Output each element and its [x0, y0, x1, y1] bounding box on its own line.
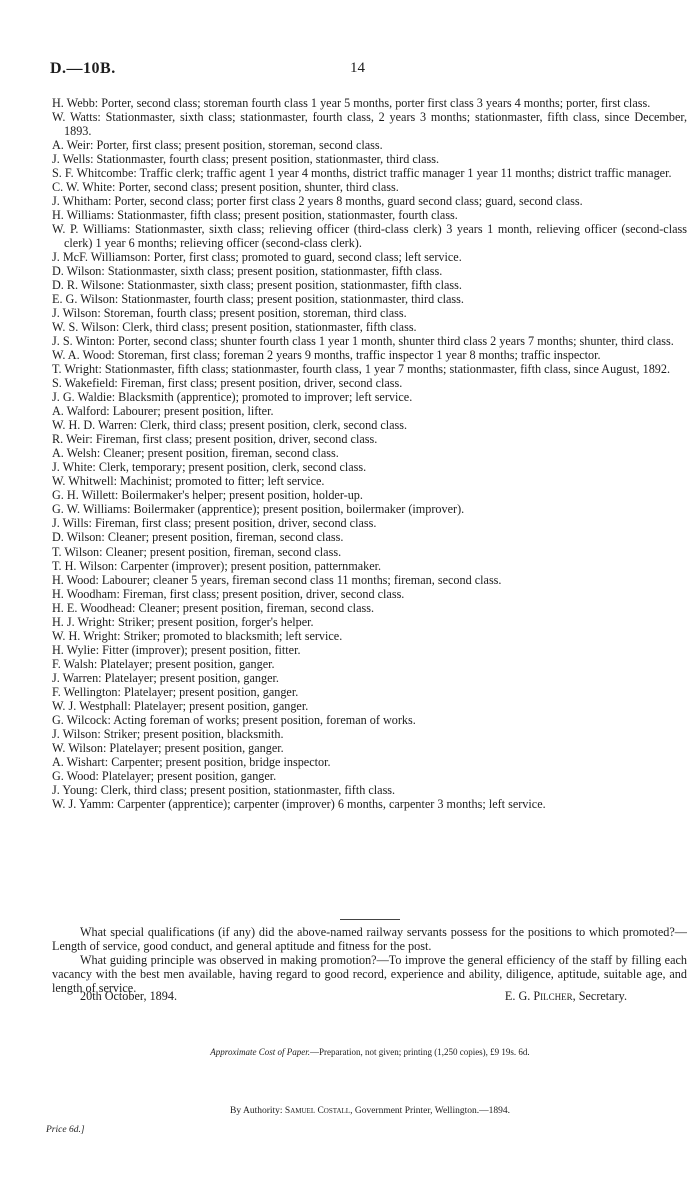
authority-prefix: By Authority:: [230, 1106, 283, 1116]
section-divider: [340, 919, 400, 920]
qualifications-paragraph: What special qualifications (if any) did the above-named railway servants possess for the positions to which promoted?—Length of service, good conduct, and general aptitude and fitness for the post.: [52, 925, 687, 953]
signature-date: 20th October, 1894.: [80, 989, 177, 1003]
cost-details: —Preparation, not given; printing (1,250 copies), £9 19s. 6d.: [309, 1047, 530, 1057]
list-item: W. P. Williams: Stationmaster, sixth class; relieving officer (third-class clerk) 3 years 1 month, relieving officer (second-class clerk) 1 year 6 months; relieving officer (second-class clerk).: [52, 222, 687, 251]
list-item: J. White: Clerk, temporary; present position, clerk, second class.: [52, 460, 367, 475]
list-item: J. Wells: Stationmaster, fourth class; present position, stationmaster, third class.: [52, 152, 440, 167]
list-item: G. H. Willett: Boilermaker's helper; present position, holder-up.: [52, 488, 363, 503]
signatory: [505, 989, 627, 1004]
signature-block: [52, 989, 627, 1005]
list-item: A. Wishart: Carpenter; present position, bridge inspector.: [52, 754, 331, 769]
list-item: J. Young: Clerk, third class; present position, stationmaster, fifth class.: [52, 782, 396, 797]
list-item: W. Watts: Stationmaster, sixth class; stationmaster, fourth class, 2 years 3 months; stationmaster, fifth class, since December, 1893.: [52, 110, 687, 139]
list-item: W. Whitwell: Machinist; promoted to fitter; left service.: [52, 474, 325, 489]
list-item: R. Weir: Fireman, first class; present position, driver, second class.: [52, 432, 378, 447]
list-item: S. F. Whitcombe: Traffic clerk; traffic agent 1 year 4 months, district traffic manager 1 year 11 months; district traffic manager.: [52, 166, 672, 181]
list-item: D. Wilson: Cleaner; present position, fireman, second class.: [52, 530, 344, 545]
list-item: J. G. Waldie: Blacksmith (apprentice); promoted to improver; left service.: [52, 390, 413, 405]
page-number: 14: [350, 60, 365, 76]
list-item: W. J. Yamm: Carpenter (apprentice); carpenter (improver) 6 months, carpenter 3 months; left service.: [52, 796, 546, 811]
promotion-list: [52, 96, 687, 811]
authority-suffix: , Government Printer, Wellington.—1894.: [350, 1106, 510, 1116]
guiding-principle-paragraph: What guiding principle was observed in making promotion?—To improve the general efficiency of the staff by filling each vacancy with the best men available, having regard to good record, experience and ability, diligence, aptitude, suitable age, and length of service.: [52, 953, 687, 995]
printer-name: Samuel Costall: [284, 1106, 351, 1116]
list-item: J. Warren: Platelayer; present position, ganger.: [52, 670, 279, 685]
list-item: G. Wilcock: Acting foreman of works; present position, foreman of works.: [52, 712, 416, 727]
list-item: C. W. White: Porter, second class; present position, shunter, third class.: [52, 180, 399, 195]
list-item: G. Wood: Platelayer; present position, ganger.: [52, 768, 277, 783]
list-item: H. Williams: Stationmaster, fifth class; present position, stationmaster, fourth class.: [52, 208, 458, 223]
list-item: J. Whitham: Porter, second class; porter first class 2 years 8 months, guard second class; guard, second class.: [52, 194, 583, 209]
list-item: T. Wilson: Cleaner; present position, fireman, second class.: [52, 544, 342, 559]
questions-section: [52, 925, 687, 995]
page-header: [50, 60, 690, 80]
list-item: H. Webb: Porter, second class; storeman fourth class 1 year 5 months, porter first class 3 years 4 months; porter, first class.: [52, 96, 651, 110]
signatory-title: , Secretary.: [572, 989, 627, 1003]
list-item: A. Welsh: Cleaner; present position, fireman, second class.: [52, 446, 339, 461]
list-item: W. S. Wilson: Clerk, third class; present position, stationmaster, fifth class.: [52, 320, 417, 335]
list-item: T. H. Wilson: Carpenter (improver); present position, patternmaker.: [52, 558, 382, 573]
list-item: W. J. Westphall: Platelayer; present position, ganger.: [52, 698, 309, 713]
list-item: A. Weir: Porter, first class; present position, storeman, second class.: [52, 138, 383, 153]
list-item: H. Wylie: Fitter (improver); present position, fitter.: [52, 642, 301, 657]
list-item: F. Wellington: Platelayer; present position, ganger.: [52, 684, 299, 699]
list-item: A. Walford: Labourer; present position, lifter.: [52, 404, 274, 419]
list-item: W. A. Wood: Storeman, first class; foreman 2 years 9 months, traffic inspector 1 year 8 months; traffic inspector.: [52, 348, 601, 363]
signatory-name: E. G. Pilcher: [504, 989, 573, 1003]
price-label: Price 6d.]: [46, 1125, 85, 1135]
cost-of-paper-note: [50, 1047, 690, 1057]
list-item: D. R. Wilsone: Stationmaster, sixth class; present position, stationmaster, fifth class.: [52, 278, 462, 293]
list-item: H. Woodham: Fireman, first class; present position, driver, second class.: [52, 586, 405, 601]
list-item: J. McF. Williamson: Porter, first class; promoted to guard, second class; left service.: [52, 250, 462, 265]
list-item: J. Wilson: Storeman, fourth class; present position, storeman, third class.: [52, 306, 407, 321]
list-item: H. Wood: Labourer; cleaner 5 years, fireman second class 11 months; fireman, second class.: [52, 572, 502, 587]
list-item: T. Wright: Stationmaster, fifth class; stationmaster, fourth class, 1 year 7 months; stationmaster, fifth class, since August, 1892.: [52, 362, 671, 377]
document-reference: D.—10B.: [50, 60, 116, 77]
list-item: E. G. Wilson: Stationmaster, fourth class; present position, stationmaster, third class.: [52, 292, 464, 307]
list-item: H. E. Woodhead: Cleaner; present position, fireman, second class.: [52, 600, 375, 615]
list-item: D. Wilson: Stationmaster, sixth class; present position, stationmaster, fifth class.: [52, 264, 443, 279]
list-item: G. W. Williams: Boilermaker (apprentice); present position, boilermaker (improver).: [52, 502, 465, 517]
list-item: F. Walsh: Platelayer; present position, ganger.: [52, 656, 275, 671]
list-item: J. S. Winton: Porter, second class; shunter fourth class 1 year 1 month, shunter third class 2 years 7 months; shunter, third class.: [52, 334, 674, 349]
list-item: J. Wills: Fireman, first class; present position, driver, second class.: [52, 516, 377, 531]
cost-label: Approximate Cost of Paper.: [210, 1047, 310, 1057]
list-item: W. H. D. Warren: Clerk, third class; present position, clerk, second class.: [52, 418, 408, 433]
printer-imprint: [50, 1106, 690, 1116]
list-item: S. Wakefield: Fireman, first class; present position, driver, second class.: [52, 376, 403, 391]
list-item: W. H. Wright: Striker; promoted to blacksmith; left service.: [52, 628, 343, 643]
list-item: W. Wilson: Platelayer; present position, ganger.: [52, 740, 284, 755]
list-item: J. Wilson: Striker; present position, blacksmith.: [52, 726, 284, 741]
list-item: H. J. Wright: Striker; present position, forger's helper.: [52, 614, 314, 629]
